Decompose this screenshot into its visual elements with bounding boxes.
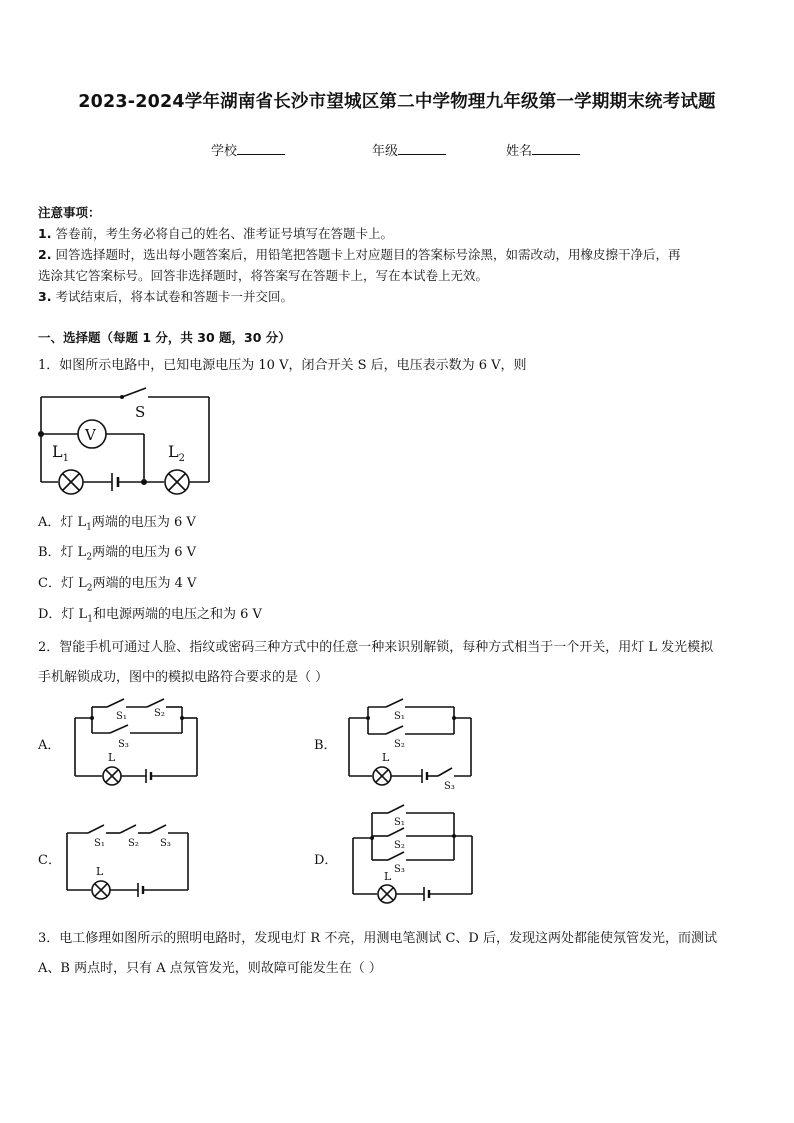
name-blank — [532, 142, 580, 155]
q1-option-b: B．灯 $L_2$两端的电压为 6 V — [38, 545, 196, 563]
svg-text:S₂: S₂ — [128, 838, 139, 849]
svg-text:L: L — [108, 751, 116, 764]
svg-text:S₁: S₁ — [394, 711, 405, 722]
notes-block — [38, 202, 758, 307]
svg-text:S₂: S₂ — [154, 708, 165, 719]
school-field: 学校 — [211, 140, 285, 159]
q3-stem-line2: A、B 两点时，只有 A 点氖管发光，则故障可能发生在（ ） — [38, 961, 382, 976]
q2-stem-line1: 2．智能手机可通过人脸、指纹或密码三种方式中的任意一种来识别解锁，每种方式相当于一个开关，用灯 L 发光模拟 — [38, 640, 714, 655]
svg-text:S₁: S₁ — [94, 838, 105, 849]
note-item-3: 3. 考试结束后，将本试卷和答题卡一并交回。 — [38, 289, 293, 304]
q2-option-a-label: A． — [38, 738, 61, 753]
svg-text:S₃: S₃ — [118, 739, 129, 750]
q1-option-a: A．灯 $L_1$两端的电压为 6 V — [38, 515, 196, 533]
svg-text:S₂: S₂ — [394, 739, 405, 750]
page-title: 2023-2024学年湖南省长沙市望城区第二中学物理九年级第一学期期末统考试题 — [78, 92, 716, 112]
svg-text:S₂: S₂ — [394, 840, 405, 851]
svg-text:L1: $L_1$ — [52, 442, 69, 464]
q1-circuit-diagram — [38, 385, 218, 495]
svg-text:L: L — [384, 870, 392, 883]
svg-text:L2: $L_2$ — [168, 442, 185, 464]
note-item-2-cont: 选涂其它答案标号。回答非选择题时，将答案写在答题卡上，写在本试卷上无效。 — [38, 268, 489, 283]
q3-stem-line1: 3．电工修理如图所示的照明电路时，发现电灯 R 不亮，用测电笔测试 C、D 后，发现这两处都能使氖管发光，而测试 — [38, 931, 717, 946]
q1-stem: 1．如图所示电路中，已知电源电压为 10 V，闭合开关 S 后，电压表示数为 6 V，则 — [38, 358, 527, 373]
note-item-1: 1. 答卷前，考生务必将自己的姓名、准考证号填写在答题卡上。 — [38, 226, 393, 241]
q1-option-c: C．灯 $L_2$两端的电压为 4 V — [38, 576, 197, 594]
q2-option-c-circuit — [64, 820, 194, 896]
school-blank — [237, 142, 285, 155]
svg-text:S₃: S₃ — [444, 781, 455, 792]
q2-option-d-circuit — [350, 804, 480, 908]
grade-blank — [398, 142, 446, 155]
section-heading: 一、选择题（每题 1 分，共 30 题，30 分） — [38, 330, 291, 345]
q2-option-d-label: D． — [314, 853, 338, 868]
name-field: 姓名 — [506, 140, 580, 159]
q2-option-a-circuit — [72, 698, 202, 782]
q2-stem-line2: 手机解锁成功，图中的模拟电路符合要求的是（ ） — [38, 670, 329, 685]
svg-text:L: L — [382, 751, 390, 764]
q2-option-c-label: C． — [38, 853, 61, 868]
svg-text:S₁: S₁ — [394, 817, 405, 828]
grade-field: 年级 — [372, 140, 446, 159]
svg-text:S₃: S₃ — [160, 838, 171, 849]
q2-option-b-circuit — [346, 698, 476, 792]
svg-text:V: V — [85, 426, 96, 444]
svg-text:S₃: S₃ — [394, 864, 405, 875]
q1-switch-label: S — [135, 403, 146, 421]
svg-text:S₁: S₁ — [116, 711, 127, 722]
svg-text:L: L — [96, 865, 104, 878]
q1-option-d: D．灯 $L_1$和电源两端的电压之和为 6 V — [38, 607, 262, 625]
q2-option-b-label: B． — [314, 738, 337, 753]
note-item-2: 2. 回答选择题时，选出每小题答案后，用铅笔把答题卡上对应题目的答案标号涂黑，如需改动，用橡皮擦干净后，再 — [38, 247, 681, 262]
notes-header: 注意事项： — [38, 205, 101, 220]
